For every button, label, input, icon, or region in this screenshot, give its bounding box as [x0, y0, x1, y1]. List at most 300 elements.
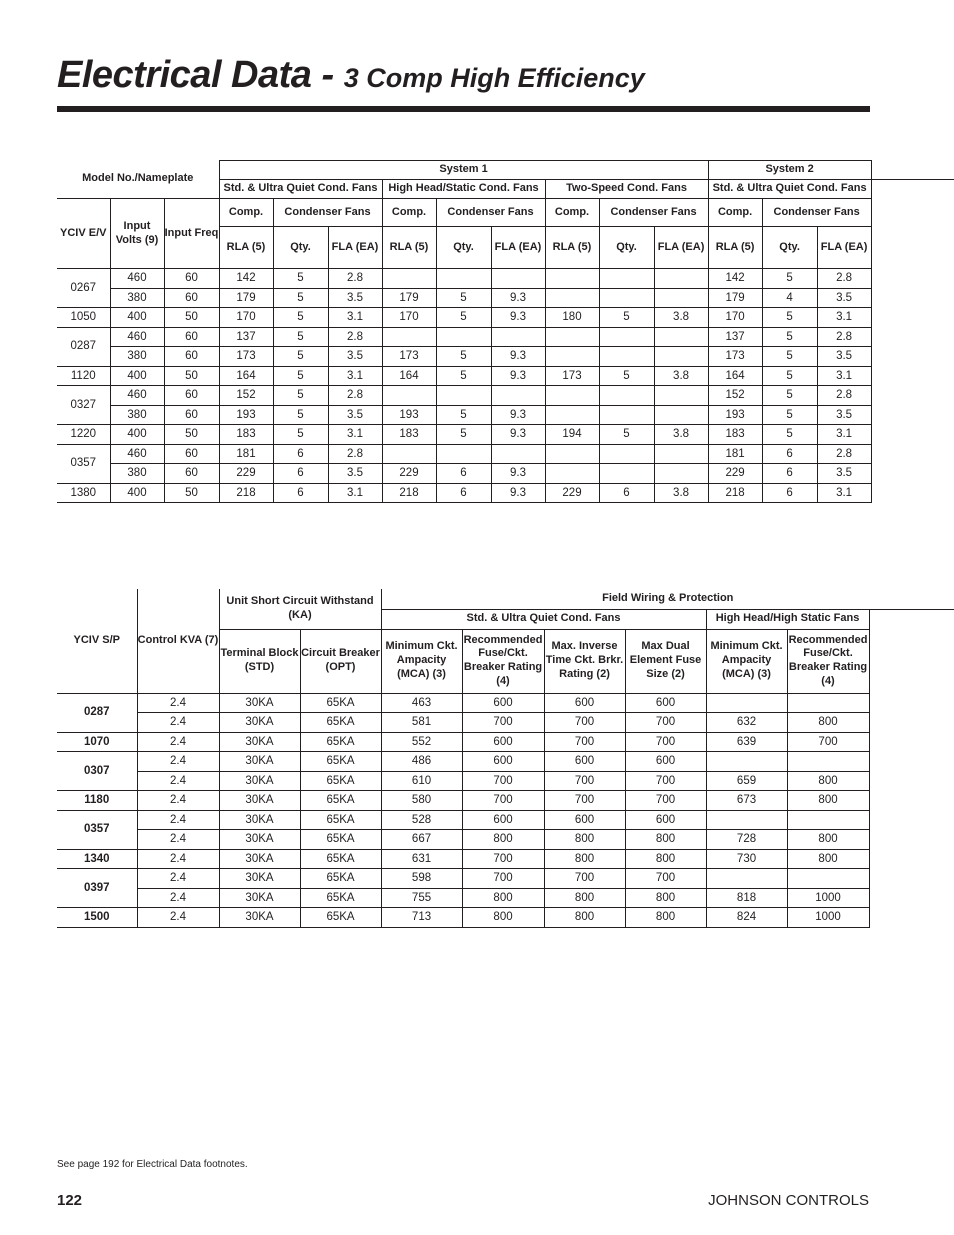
table-cell: 60 [164, 386, 219, 406]
table-cell: 3.1 [328, 483, 382, 503]
table-cell: 3.8 [654, 483, 708, 503]
table-cell: 580 [381, 791, 462, 811]
table-cell [545, 405, 599, 425]
table-row [57, 752, 954, 772]
table-cell: 3.5 [817, 288, 871, 308]
table-cell: 4 [762, 288, 817, 308]
table-cell: 800 [544, 908, 625, 928]
table-cell: 183 [708, 425, 762, 445]
table-cell: 600 [544, 810, 625, 830]
table-cell [787, 810, 869, 830]
table-cell: 700 [787, 732, 869, 752]
table-cell: 600 [462, 693, 544, 713]
table-row [57, 791, 954, 811]
table-cell: 730 [706, 849, 787, 869]
table-cell: 600 [625, 752, 706, 772]
table-cell: 700 [544, 771, 625, 791]
table-cell: 5 [273, 405, 328, 425]
table-cell: 800 [462, 908, 544, 928]
table-cell [491, 386, 545, 406]
table-cell: 5 [762, 308, 817, 328]
table-cell: 380 [110, 405, 164, 425]
table-cell [491, 444, 545, 464]
table-row [57, 327, 954, 347]
table-cell: 9.3 [491, 483, 545, 503]
table-cell [654, 269, 708, 289]
table-cell: 9.3 [491, 347, 545, 367]
table-cell [382, 386, 436, 406]
table-cell: 50 [164, 308, 219, 328]
table-cell: 5 [436, 366, 491, 386]
table-cell: 800 [787, 791, 869, 811]
table-cell: 380 [110, 288, 164, 308]
table-cell: 60 [164, 405, 219, 425]
table-cell: 700 [625, 732, 706, 752]
table-cell: 400 [110, 308, 164, 328]
table-cell: 5 [273, 327, 328, 347]
title-subtitle: 3 Comp High Efficiency [343, 63, 645, 93]
table-cell [599, 444, 654, 464]
table-cell: 50 [164, 366, 219, 386]
table-cell: 2.8 [328, 386, 382, 406]
table-cell: 460 [110, 327, 164, 347]
table-cell: 400 [110, 425, 164, 445]
table-cell: 800 [625, 908, 706, 928]
table-cell: 183 [219, 425, 273, 445]
table-cell: 700 [625, 791, 706, 811]
table-cell: 60 [164, 464, 219, 484]
table-cell: 3.8 [654, 425, 708, 445]
table-cell: 179 [382, 288, 436, 308]
table-cell: 170 [708, 308, 762, 328]
table-cell: 632 [706, 713, 787, 733]
header-qty: Qty. [273, 227, 328, 269]
table-cell: 3.1 [817, 366, 871, 386]
header-rla: RLA (5) [708, 227, 762, 269]
table-cell: 229 [708, 464, 762, 484]
header-unit-short-circuit: Unit Short Circuit Withstand (KA) [219, 589, 381, 629]
table-cell: 700 [625, 713, 706, 733]
table-cell: 800 [544, 888, 625, 908]
table-row [57, 386, 954, 406]
header-yciv-ev: YCIV E/V [57, 199, 110, 269]
table-cell: 800 [787, 849, 869, 869]
table-cell: 2.4 [137, 791, 219, 811]
field-wiring-table [57, 589, 954, 928]
table-cell: 600 [462, 752, 544, 772]
header-condenser-fans: Condenser Fans [599, 199, 708, 227]
field-wiring-body [57, 693, 954, 927]
table-cell: 229 [219, 464, 273, 484]
table-cell [599, 386, 654, 406]
table-row [57, 347, 954, 367]
table-row [57, 693, 954, 713]
table-cell: 2.8 [817, 444, 871, 464]
table-cell: 800 [462, 888, 544, 908]
table-cell: 218 [219, 483, 273, 503]
table-row [57, 869, 954, 889]
table-cell: 460 [110, 386, 164, 406]
table-cell [436, 269, 491, 289]
table-cell: 193 [219, 405, 273, 425]
table-cell: 3.5 [328, 464, 382, 484]
table-cell: 218 [708, 483, 762, 503]
table-cell: 30KA [219, 791, 300, 811]
table-cell: 9.3 [491, 405, 545, 425]
header-system-1: System 1 [219, 161, 708, 180]
table-cell: 800 [787, 713, 869, 733]
table-cell [545, 464, 599, 484]
table-blank-column [869, 609, 954, 693]
table-cell: 3.5 [817, 464, 871, 484]
table-cell [491, 269, 545, 289]
model-cell: 0357 [57, 444, 110, 483]
table-row [57, 908, 954, 928]
table-cell: 30KA [219, 849, 300, 869]
table-cell: 60 [164, 347, 219, 367]
table-row [57, 308, 954, 328]
model-cell: 1500 [57, 908, 137, 928]
table-cell: 30KA [219, 908, 300, 928]
table-cell: 180 [545, 308, 599, 328]
table-cell: 65KA [300, 849, 381, 869]
table-cell: 65KA [300, 888, 381, 908]
table-cell: 380 [110, 347, 164, 367]
table-cell: 3.1 [817, 308, 871, 328]
table-cell: 2.4 [137, 869, 219, 889]
table-cell [706, 752, 787, 772]
table-cell: 800 [625, 830, 706, 850]
table-cell: 5 [436, 405, 491, 425]
table-cell: 600 [625, 810, 706, 830]
table-row [57, 444, 954, 464]
table-row [57, 483, 954, 503]
table-cell: 800 [462, 830, 544, 850]
table-cell: 30KA [219, 869, 300, 889]
table-cell: 463 [381, 693, 462, 713]
table-cell [787, 752, 869, 772]
company-name: JOHNSON CONTROLS [708, 1192, 869, 1209]
table-cell: 30KA [219, 830, 300, 850]
table-cell: 700 [544, 869, 625, 889]
header-comp: Comp. [382, 199, 436, 227]
table-cell: 1000 [787, 888, 869, 908]
electrical-data-table [57, 160, 954, 503]
table-cell: 30KA [219, 713, 300, 733]
table-cell: 5 [762, 269, 817, 289]
table-cell: 181 [219, 444, 273, 464]
table-cell: 30KA [219, 810, 300, 830]
table-cell: 5 [762, 405, 817, 425]
header-rla: RLA (5) [219, 227, 273, 269]
table-cell: 800 [544, 830, 625, 850]
header-system-2: System 2 [708, 161, 871, 180]
table-cell [654, 405, 708, 425]
table-cell: 700 [462, 771, 544, 791]
table-cell: 2.8 [328, 444, 382, 464]
model-cell: 1050 [57, 308, 110, 328]
table-cell [654, 444, 708, 464]
table-cell: 800 [544, 849, 625, 869]
table-cell: 152 [708, 386, 762, 406]
header-input-volts: Input Volts (9) [110, 199, 164, 269]
header-comp: Comp. [708, 199, 762, 227]
table-cell: 2.4 [137, 713, 219, 733]
table-cell: 6 [273, 483, 328, 503]
header-model-nameplate: Model No./Nameplate [57, 161, 219, 199]
table-cell [491, 327, 545, 347]
table-cell: 65KA [300, 810, 381, 830]
page-number: 122 [57, 1192, 83, 1209]
table-cell [654, 288, 708, 308]
table-row [57, 269, 954, 289]
table-cell: 5 [436, 288, 491, 308]
table-cell: 65KA [300, 830, 381, 850]
table-cell: 152 [219, 386, 273, 406]
title-rule [57, 106, 870, 112]
table-cell [545, 386, 599, 406]
table-cell: 2.4 [137, 752, 219, 772]
table-cell: 60 [164, 327, 219, 347]
table-cell: 400 [110, 366, 164, 386]
table-cell: 2.8 [817, 327, 871, 347]
table-cell: 400 [110, 483, 164, 503]
table-cell: 65KA [300, 908, 381, 928]
table-cell: 6 [762, 464, 817, 484]
table-cell: 824 [706, 908, 787, 928]
table-cell: 3.5 [328, 347, 382, 367]
table-cell: 142 [219, 269, 273, 289]
table-cell: 65KA [300, 713, 381, 733]
table-cell: 528 [381, 810, 462, 830]
table-cell: 5 [436, 425, 491, 445]
table-cell: 9.3 [491, 288, 545, 308]
table-cell: 50 [164, 483, 219, 503]
model-cell: 1180 [57, 791, 137, 811]
table-cell [654, 347, 708, 367]
header-control-kva: Control KVA (7) [137, 589, 219, 693]
table-cell: 380 [110, 464, 164, 484]
model-cell: 0287 [57, 327, 110, 366]
table-cell: 65KA [300, 693, 381, 713]
header-condenser-fans: Condenser Fans [762, 199, 871, 227]
header-qty: Qty. [436, 227, 491, 269]
header-input-freq: Input Freq [164, 199, 219, 269]
table-cell: 173 [708, 347, 762, 367]
table-cell: 818 [706, 888, 787, 908]
header-high-head-static-fans: High Head/High Static Fans [706, 609, 869, 629]
table-cell: 700 [544, 713, 625, 733]
table-cell: 60 [164, 269, 219, 289]
table-cell: 700 [462, 849, 544, 869]
header-min-ckt-ampacity-high: Minimum Ckt. Ampacity (MCA) (3) [706, 629, 787, 693]
table-cell: 1000 [787, 908, 869, 928]
table-cell [599, 327, 654, 347]
header-circuit-breaker: Circuit Breaker (OPT) [300, 629, 381, 693]
table-cell: 173 [545, 366, 599, 386]
model-cell: 0327 [57, 386, 110, 425]
table-row [57, 810, 954, 830]
model-cell: 1220 [57, 425, 110, 445]
table-cell: 6 [599, 483, 654, 503]
table-cell: 30KA [219, 693, 300, 713]
table-cell: 610 [381, 771, 462, 791]
table-cell: 5 [273, 347, 328, 367]
table-cell: 6 [436, 464, 491, 484]
table-cell: 2.8 [817, 386, 871, 406]
header-comp: Comp. [219, 199, 273, 227]
table-row [57, 732, 954, 752]
table-cell: 194 [545, 425, 599, 445]
header-two-speed: Two-Speed Cond. Fans [545, 180, 708, 199]
header-qty: Qty. [762, 227, 817, 269]
table-cell: 800 [625, 888, 706, 908]
table-cell: 5 [762, 347, 817, 367]
table-cell: 5 [762, 366, 817, 386]
table-cell: 170 [382, 308, 436, 328]
table-cell: 2.8 [817, 269, 871, 289]
table-cell [599, 464, 654, 484]
table-cell [382, 269, 436, 289]
table-cell: 486 [381, 752, 462, 772]
table-cell: 5 [273, 288, 328, 308]
title-main: Electrical Data - [57, 54, 344, 96]
table-cell [382, 327, 436, 347]
table-cell: 65KA [300, 791, 381, 811]
table-cell: 142 [708, 269, 762, 289]
table-cell [706, 693, 787, 713]
table-cell: 9.3 [491, 425, 545, 445]
table-cell: 3.5 [328, 288, 382, 308]
table-cell: 3.5 [817, 347, 871, 367]
table-cell: 173 [219, 347, 273, 367]
header-high-head-static: High Head/Static Cond. Fans [382, 180, 545, 199]
table-cell: 9.3 [491, 464, 545, 484]
table-cell: 3.1 [817, 483, 871, 503]
table-cell [545, 444, 599, 464]
table-cell: 728 [706, 830, 787, 850]
table-row [57, 464, 954, 484]
table-cell: 193 [382, 405, 436, 425]
table-row [57, 830, 954, 850]
table-cell: 65KA [300, 869, 381, 889]
table-cell: 700 [625, 869, 706, 889]
table-cell: 598 [381, 869, 462, 889]
model-cell: 1340 [57, 849, 137, 869]
table-cell [654, 464, 708, 484]
header-blank [871, 161, 954, 180]
table-cell [545, 327, 599, 347]
page-title [57, 56, 645, 94]
table-cell [545, 288, 599, 308]
header-rla: RLA (5) [545, 227, 599, 269]
table-cell [654, 386, 708, 406]
table-cell: 170 [219, 308, 273, 328]
table-cell: 6 [273, 444, 328, 464]
table-cell: 713 [381, 908, 462, 928]
model-cell: 0267 [57, 269, 110, 308]
table-cell: 218 [382, 483, 436, 503]
table-cell: 3.1 [328, 308, 382, 328]
table-cell: 700 [462, 713, 544, 733]
table-cell: 800 [787, 830, 869, 850]
header-std-ultra-quiet-1: Std. & Ultra Quiet Cond. Fans [219, 180, 382, 199]
table-cell: 3.8 [654, 308, 708, 328]
header-condenser-fans: Condenser Fans [436, 199, 545, 227]
table-cell: 460 [110, 444, 164, 464]
table-cell: 460 [110, 269, 164, 289]
table-cell: 30KA [219, 771, 300, 791]
table-cell [599, 405, 654, 425]
table-cell: 229 [382, 464, 436, 484]
table-cell: 5 [599, 308, 654, 328]
table-cell: 6 [436, 483, 491, 503]
model-cell: 1380 [57, 483, 110, 503]
table-blank-column [871, 180, 954, 269]
header-fla: FLA (EA) [817, 227, 871, 269]
table-cell: 2.4 [137, 908, 219, 928]
table-cell: 600 [544, 752, 625, 772]
model-cell: 0307 [57, 752, 137, 791]
table-row [57, 771, 954, 791]
table-cell [599, 288, 654, 308]
table-row [57, 849, 954, 869]
table-cell [599, 347, 654, 367]
table-cell: 5 [762, 425, 817, 445]
table-cell: 3.1 [328, 425, 382, 445]
table-cell: 755 [381, 888, 462, 908]
table-cell [436, 327, 491, 347]
table-cell: 5 [436, 347, 491, 367]
table-cell: 9.3 [491, 366, 545, 386]
table-cell: 5 [599, 425, 654, 445]
table-row [57, 425, 954, 445]
table-row [57, 713, 954, 733]
header-std-ultra-quiet: Std. & Ultra Quiet Cond. Fans [381, 609, 706, 629]
table-cell: 659 [706, 771, 787, 791]
table-cell: 2.4 [137, 810, 219, 830]
header-min-ckt-ampacity: Minimum Ckt. Ampacity (MCA) (3) [381, 629, 462, 693]
table-cell: 700 [462, 791, 544, 811]
model-cell: 0397 [57, 869, 137, 908]
table-cell: 3.5 [817, 405, 871, 425]
header-std-ultra-quiet-2: Std. & Ultra Quiet Cond. Fans [708, 180, 871, 199]
table-cell [787, 693, 869, 713]
table-cell: 65KA [300, 752, 381, 772]
table-cell: 631 [381, 849, 462, 869]
table-cell: 5 [599, 366, 654, 386]
table-cell [706, 810, 787, 830]
table-cell [706, 869, 787, 889]
table-cell [545, 347, 599, 367]
header-recommended-fuse-high: Recommended Fuse/Ckt. Breaker Rating (4) [787, 629, 869, 693]
table-cell: 164 [382, 366, 436, 386]
table-cell: 164 [708, 366, 762, 386]
table-cell [654, 327, 708, 347]
table-cell: 173 [382, 347, 436, 367]
header-condenser-fans: Condenser Fans [273, 199, 382, 227]
header-max-inverse-time: Max. Inverse Time Ckt. Brkr. Rating (2) [544, 629, 625, 693]
header-yciv-sp: YCIV S/P [57, 589, 137, 693]
model-cell: 0357 [57, 810, 137, 849]
table-cell [436, 444, 491, 464]
table-cell: 2.8 [328, 327, 382, 347]
table-cell: 229 [545, 483, 599, 503]
table-cell: 552 [381, 732, 462, 752]
table-cell: 9.3 [491, 308, 545, 328]
table-cell: 2.4 [137, 888, 219, 908]
table-cell: 183 [382, 425, 436, 445]
